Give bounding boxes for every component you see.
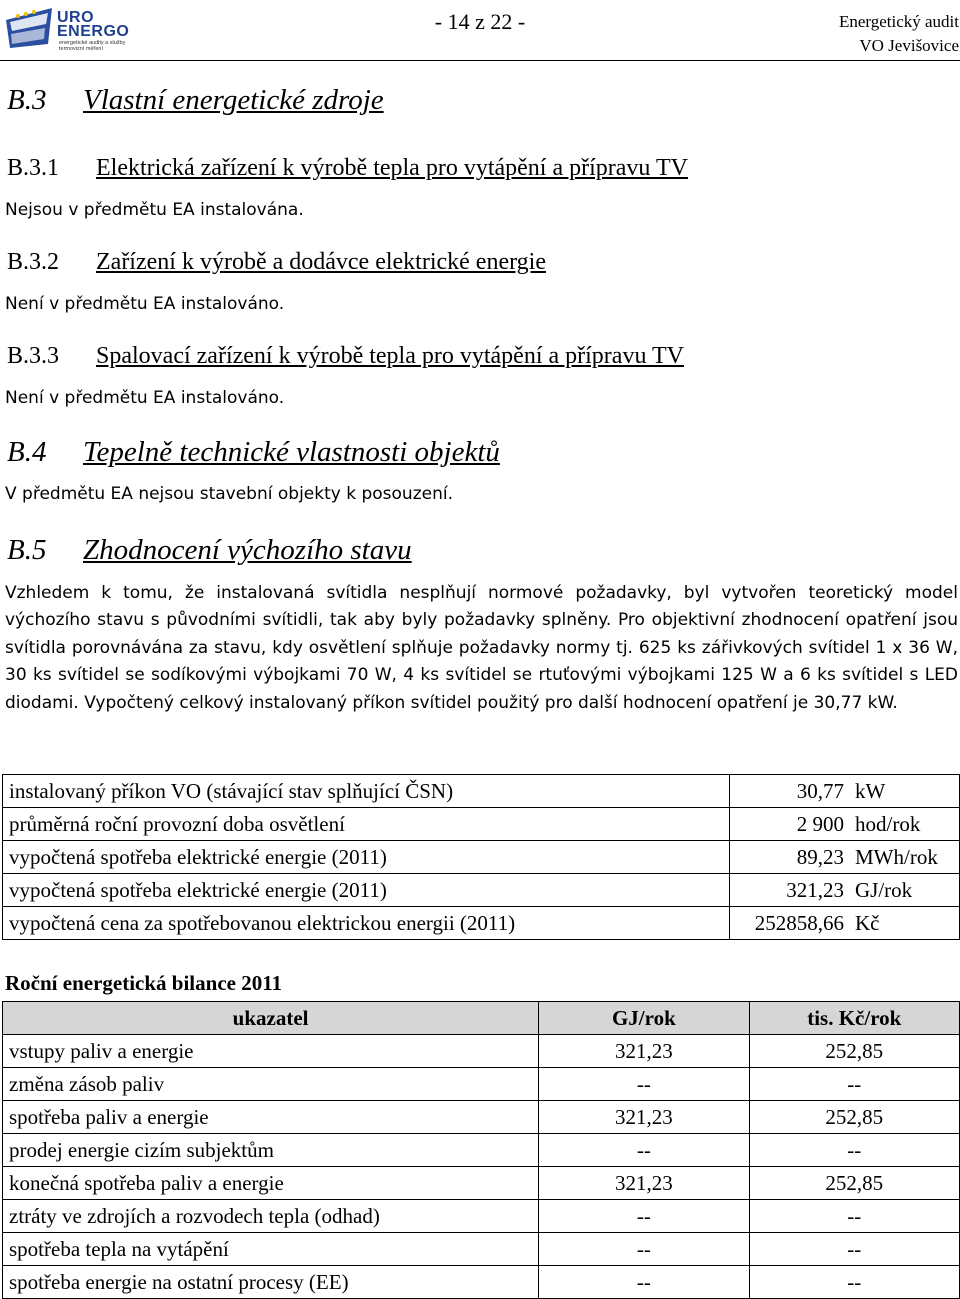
heading-number: B.4: [7, 436, 47, 468]
summary-unit-cell: Kč: [854, 907, 960, 940]
lighting-summary-table: [2, 774, 960, 940]
energy-balance-title: Roční energetická bilance 2011: [5, 971, 283, 995]
heading-number: B.3: [7, 84, 47, 116]
page-number: - 14 z 22 -: [434, 9, 526, 34]
heading-title: Tepelně technické vlastnosti objektů: [83, 436, 500, 468]
heading-number: B.3.1: [7, 155, 60, 181]
balance-gj-cell: --: [539, 1134, 749, 1167]
table-row: [3, 1035, 960, 1068]
column-header-gj: GJ/rok: [539, 1002, 749, 1035]
balance-indicator-cell: vstupy paliv a energie: [3, 1035, 539, 1068]
column-header-indicator: ukazatel: [3, 1002, 539, 1035]
balance-indicator-cell: změna zásob paliv: [3, 1068, 539, 1101]
table-row: [3, 1167, 960, 1200]
heading-number: B.3.2: [7, 249, 60, 275]
balance-gj-cell: --: [539, 1233, 749, 1266]
summary-label-cell: vypočtená spotřeba elektrické energie (2011): [3, 841, 730, 874]
balance-gj-cell: --: [539, 1266, 749, 1299]
table-row: [3, 874, 960, 907]
heading-title: Zhodnocení výchozího stavu: [83, 534, 412, 566]
page-header: [0, 0, 960, 62]
heading-title: Vlastní energetické zdroje: [83, 84, 384, 116]
column-header-czk: tis. Kč/rok: [749, 1002, 959, 1035]
table-row: [3, 841, 960, 874]
section-text-b5: Vzhledem k tomu, že instalovaná svítidla nesplňují normové požadavky, byl vytvořen teoretický model výchozího stavu s původními svítidli, tak aby byly požadavky splněny. Pro objektivní zhodnocení opatření jsou svítidla porovnávána za stavu, kdy osvětlení splňuje požadavky normy tj. 625 ks zářivkových svítidel 1 x 36 W, 30 ks svítidel se sodíkovými výbojkami 70 W, 4 ks svítidel se rtuťovými výbojkami 125 W a 6 ks svítidel s LED diodami. Vypočtený celkový instalovaný příkon svítidel použitý pro další hodnocení opatření je 30,77 kW.: [5, 583, 958, 713]
table-row: [3, 1266, 960, 1299]
section-text-b33: Není v předmětu EA instalováno.: [5, 388, 285, 408]
logo-text-energo: ENERGO: [57, 23, 130, 40]
heading-b31: [7, 155, 688, 182]
summary-value-cell: 2 900: [734, 808, 854, 841]
balance-czk-cell: --: [749, 1068, 959, 1101]
balance-czk-cell: --: [749, 1233, 959, 1266]
heading-title: Zařízení k výrobě a dodávce elektrické energie: [96, 249, 546, 275]
table-header-row: [3, 1002, 960, 1035]
balance-indicator-cell: konečná spotřeba paliv a energie: [3, 1167, 539, 1200]
table-row: [3, 1200, 960, 1233]
balance-indicator-cell: spotřeba paliv a energie: [3, 1101, 539, 1134]
balance-gj-cell: 321,23: [539, 1101, 749, 1134]
balance-indicator-cell: ztráty ve zdrojích a rozvodech tepla (odhad): [3, 1200, 539, 1233]
heading-number: B.3.3: [7, 343, 60, 369]
heading-b4: [7, 436, 500, 469]
balance-czk-cell: 252,85: [749, 1167, 959, 1200]
logo-text-uro: URO: [57, 9, 95, 26]
table-row: [3, 1233, 960, 1266]
table-row: [3, 1134, 960, 1167]
summary-label-cell: instalovaný příkon VO (stávající stav splňující ČSN): [3, 775, 730, 808]
energy-balance-table: [2, 1001, 960, 1299]
table-row: [3, 907, 960, 940]
heading-b5: [7, 534, 412, 567]
balance-gj-cell: 321,23: [539, 1035, 749, 1068]
balance-gj-cell: --: [539, 1200, 749, 1233]
summary-label-cell: vypočtená spotřeba elektrické energie (2011): [3, 874, 730, 907]
header-document-info: [839, 10, 959, 58]
summary-value-cell: 252858,66: [734, 907, 854, 940]
summary-label-cell: průměrná roční provozní doba osvětlení: [3, 808, 730, 841]
heading-title: Elektrická zařízení k výrobě tepla pro vytápění a přípravu TV: [96, 155, 688, 181]
heading-number: B.5: [7, 534, 47, 566]
summary-unit-cell: hod/rok: [854, 808, 960, 841]
table-row: [3, 808, 960, 841]
summary-value-cell: 30,77: [734, 775, 854, 808]
balance-indicator-cell: spotřeba tepla na vytápění: [3, 1233, 539, 1266]
balance-czk-cell: --: [749, 1200, 959, 1233]
summary-label-cell: vypočtená cena za spotřebovanou elektrickou energii (2011): [3, 907, 730, 940]
balance-czk-cell: --: [749, 1266, 959, 1299]
table-row: [3, 1068, 960, 1101]
balance-czk-cell: 252,85: [749, 1101, 959, 1134]
section-text-b32: Není v předmětu EA instalováno.: [5, 294, 285, 314]
heading-b33: [7, 343, 684, 370]
balance-indicator-cell: spotřeba energie na ostatní procesy (EE): [3, 1266, 539, 1299]
balance-czk-cell: --: [749, 1134, 959, 1167]
balance-indicator-cell: prodej energie cizím subjektům: [3, 1134, 539, 1167]
section-text-b31: Nejsou v předmětu EA instalována.: [5, 200, 304, 220]
logo-tagline: energetické audity a služby termovizní měření: [59, 40, 126, 52]
balance-gj-cell: 321,23: [539, 1167, 749, 1200]
heading-title: Spalovací zařízení k výrobě tepla pro vytápění a přípravu TV: [96, 343, 685, 369]
summary-unit-cell: GJ/rok: [854, 874, 960, 907]
table-row: [3, 775, 960, 808]
header-doc-subject: VO Jevišovice: [859, 36, 959, 55]
section-text-b4: V předmětu EA nejsou stavební objekty k posouzení.: [5, 484, 453, 504]
heading-b3: [7, 84, 384, 117]
summary-value-cell: 321,23: [734, 874, 854, 907]
balance-czk-cell: 252,85: [749, 1035, 959, 1068]
summary-value-cell: 89,23: [734, 841, 854, 874]
heading-b32: [7, 249, 546, 276]
header-doc-title: Energetický audit: [838, 12, 959, 31]
balance-gj-cell: --: [539, 1068, 749, 1101]
summary-unit-cell: MWh/rok: [854, 841, 960, 874]
summary-unit-cell: kW: [854, 775, 960, 808]
header-divider: [0, 60, 960, 61]
table-row: [3, 1101, 960, 1134]
